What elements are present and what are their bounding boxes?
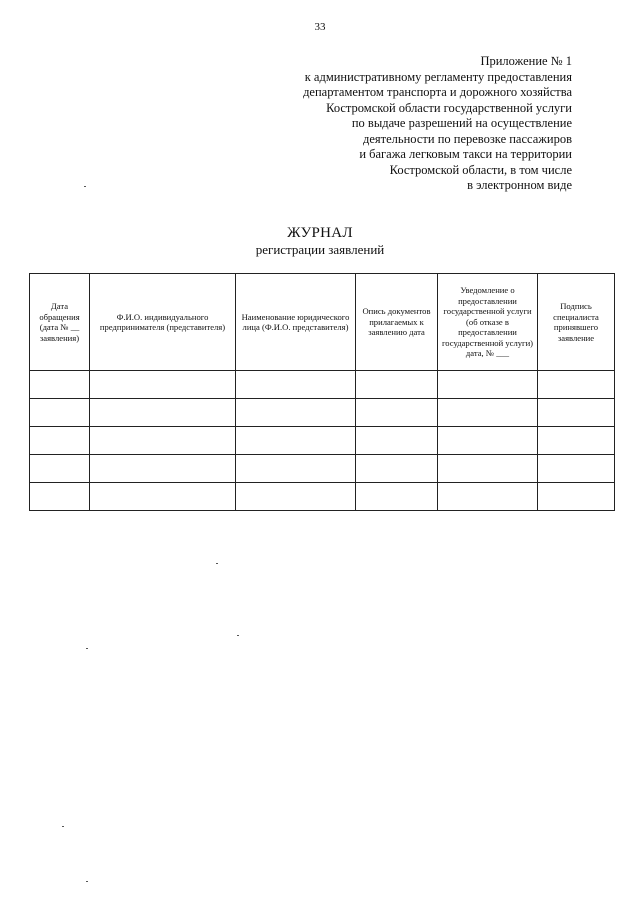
journal-title: ЖУРНАЛ — [287, 225, 353, 241]
table-header-row — [30, 274, 615, 371]
appendix-line: к административному регламенту предоставления — [304, 69, 572, 84]
scan-speck — [86, 881, 88, 882]
page-number: 33 — [314, 21, 326, 33]
appendix-line: деятельности по перевозке пассажиров — [363, 131, 572, 146]
appendix-header — [242, 54, 572, 194]
column-header-signature: Подпись специалиста принявшего заявление — [538, 274, 615, 371]
table-cell — [236, 427, 356, 455]
column-header-document-list: Опись документов прилагаемых к заявлению дата — [356, 274, 438, 371]
appendix-title: Приложение № 1 — [480, 54, 572, 68]
appendix-line: в электронном виде — [467, 178, 572, 192]
appendix-line: департаментом транспорта и дорожного хозяйства — [303, 85, 572, 99]
column-header-legal-entity: Наименование юридического лица (Ф.И.О. представителя) — [236, 274, 356, 371]
appendix-line: и багажа легковым такси на территории — [359, 147, 572, 161]
table-cell — [538, 427, 615, 455]
table-cell — [356, 427, 438, 455]
table-cell — [538, 371, 615, 399]
table-row — [30, 455, 615, 483]
appendix-line: по выдаче разрешений на осуществление — [351, 116, 572, 130]
journal-heading — [0, 224, 640, 258]
table-cell — [90, 427, 236, 455]
table-cell — [538, 455, 615, 483]
table-row — [30, 483, 615, 511]
scan-speck — [216, 563, 218, 564]
table-cell — [438, 427, 538, 455]
table-cell — [90, 483, 236, 511]
table-cell — [438, 399, 538, 427]
table-cell — [236, 399, 356, 427]
journal-table-body — [30, 371, 615, 511]
table-row — [30, 371, 615, 399]
table-cell — [30, 455, 90, 483]
scan-speck — [237, 635, 239, 636]
table-cell — [538, 399, 615, 427]
appendix-line: Костромской области государственной услуги — [326, 100, 572, 115]
table-cell — [438, 455, 538, 483]
table-cell — [30, 399, 90, 427]
table-row — [30, 399, 615, 427]
scan-speck — [84, 186, 86, 187]
column-header-entrepreneur: Ф.И.О. индивидуального предпринимателя (представителя) — [90, 274, 236, 371]
journal-subtitle: регистрации заявлений — [255, 242, 385, 257]
table-cell — [356, 371, 438, 399]
table-cell — [30, 371, 90, 399]
table-cell — [30, 427, 90, 455]
table-cell — [356, 455, 438, 483]
table-cell — [538, 483, 615, 511]
table-cell — [236, 455, 356, 483]
column-header-notification: Уведомление о предоставлении государственной услуги (об отказе в предоставлении государственной услуги) дата, № ___ — [438, 274, 538, 371]
scan-speck — [86, 648, 88, 649]
table-cell — [236, 483, 356, 511]
table-cell — [90, 399, 236, 427]
appendix-line: Костромской области, в том числе — [389, 162, 572, 177]
table-cell — [356, 399, 438, 427]
table-cell — [438, 483, 538, 511]
table-cell — [236, 371, 356, 399]
column-header-date: Дата обращения (дата № __ заявления) — [30, 274, 90, 371]
table-cell — [90, 371, 236, 399]
table-row — [30, 427, 615, 455]
table-cell — [30, 483, 90, 511]
table-cell — [356, 483, 438, 511]
scan-speck — [62, 826, 64, 827]
table-cell — [90, 455, 236, 483]
journal-table — [29, 273, 615, 511]
table-cell — [438, 371, 538, 399]
